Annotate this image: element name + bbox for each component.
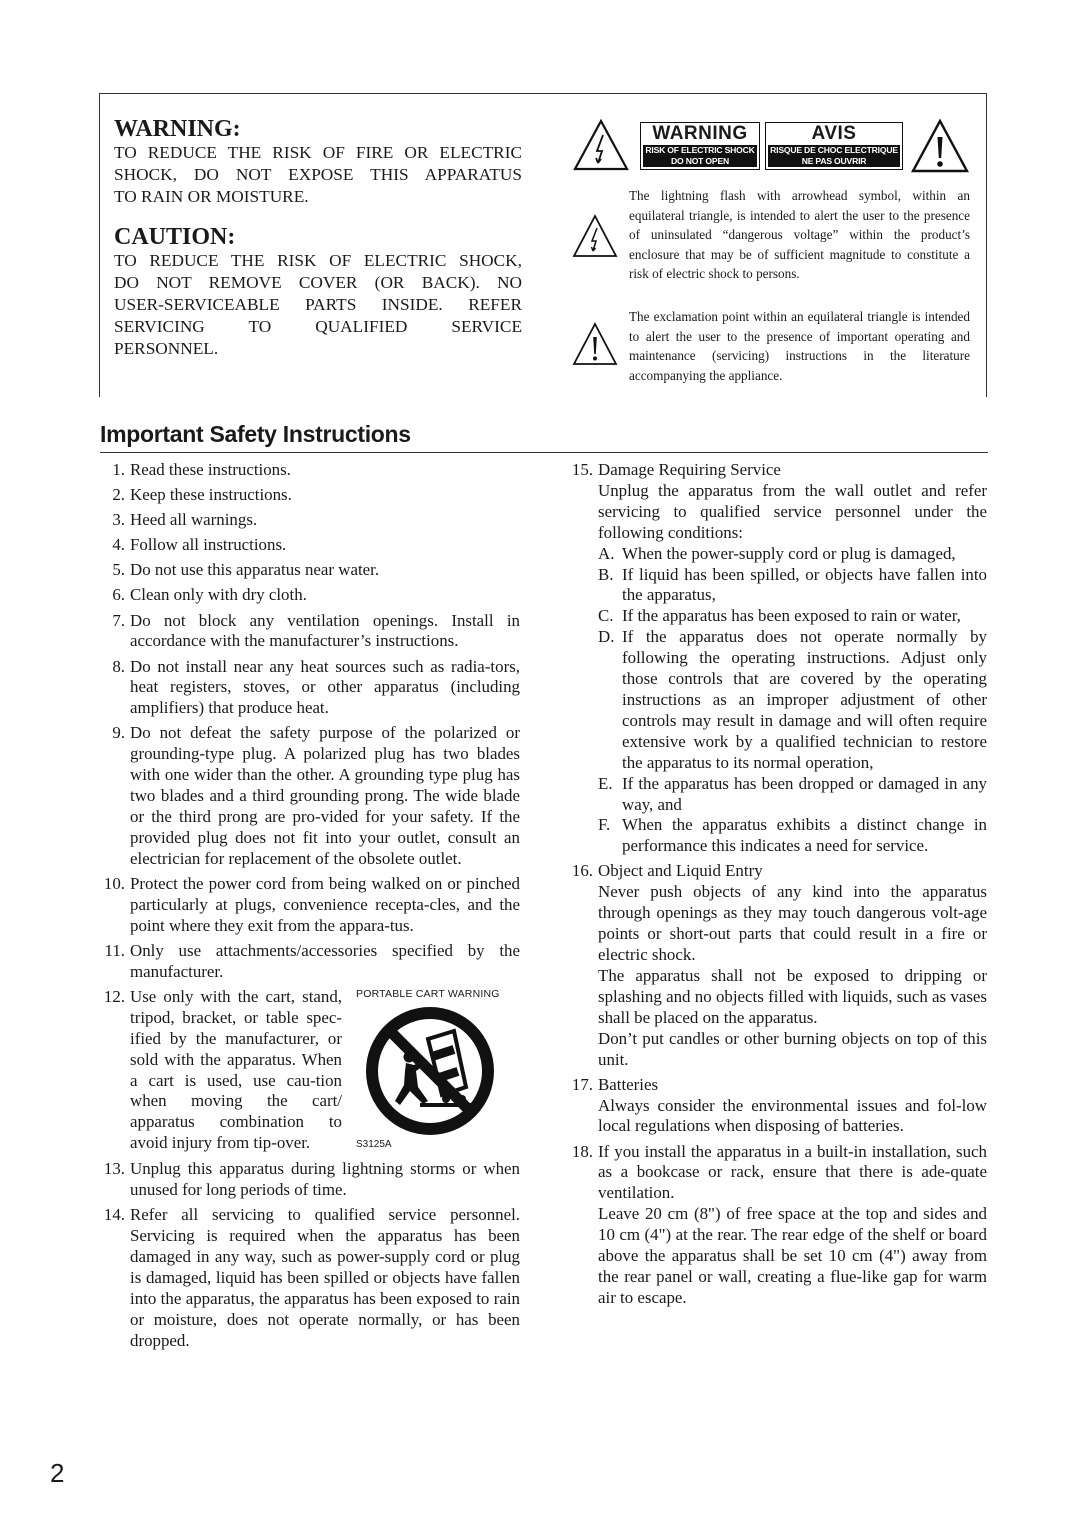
label-warning-bar <box>643 145 757 167</box>
list-item <box>568 861 987 1070</box>
exclamation-small-icon <box>572 322 618 366</box>
sub-text: If the apparatus does not operate normally by following the operating instructions. Adjust only those controls that are covered by the operating instructions as an improper adjustment of other controls may result in damage and will often require extensive work by a qualified technician to restore the apparatus to its normal operation, <box>622 627 987 772</box>
label-avis-card <box>765 122 903 170</box>
item-number: 10. <box>103 874 125 893</box>
label-avis-bar <box>768 145 900 167</box>
sub-item <box>598 565 987 607</box>
item-title: Object and Liquid Entry <box>598 861 763 881</box>
list-item <box>100 510 520 531</box>
list-item <box>100 657 520 720</box>
item-text: Unplug this apparatus during lightning storms or when unused for long periods of time. <box>130 1159 520 1199</box>
lightning-small-icon <box>572 214 618 258</box>
item-number: 5. <box>112 560 125 580</box>
item-number: 14. <box>103 1205 125 1225</box>
cart-tip-over-icon <box>362 1001 498 1137</box>
sub-text: If liquid has been spilled, or objects have fallen into the apparatus, <box>622 564 987 605</box>
exclamation-triangle-icon <box>910 118 970 174</box>
instructions-left-column <box>100 460 520 1356</box>
item-text: Do not use this apparatus near water. <box>130 560 380 580</box>
item-text: Keep these instructions. <box>130 485 292 505</box>
item-number: 11. <box>104 940 125 960</box>
item-number: 7. <box>112 610 125 630</box>
label-warning-line1: RISK OF ELECTRIC SHOCK <box>645 145 755 155</box>
instructions-right-column <box>568 460 987 1313</box>
item-number: 18. <box>571 1141 593 1161</box>
item-text: Refer all servicing to qualified service personnel. Servicing is required when the apparatus has been damaged in any way, such as power-supply cord or plug is damaged, liquid has been spilled or objects have fallen into the apparatus, the apparatus has been exposed to rain or moisture, does not operate normally, or has been dropped. <box>130 1205 520 1350</box>
sub-item <box>598 815 987 857</box>
list-item-cart <box>100 987 520 1155</box>
caution-line: USER-SERVICEABLE PARTS INSIDE. REFER <box>114 295 522 314</box>
list-item <box>100 485 520 506</box>
sub-text: If the apparatus has been dropped or damaged in any way, and <box>622 773 987 814</box>
item-number: 9. <box>112 723 125 743</box>
sub-text: When the apparatus exhibits a distinct change in performance this indicates a need for service. <box>622 815 987 856</box>
lightning-description: The lightning flash with arrowhead symbol, within an equilateral triangle, is intended to alert the user to the presence of uninsulated “dangerous voltage” within the product’s enclosure that may be of sufficient magnitude to constitute a risk of electric shock to persons. <box>629 188 970 281</box>
item-number: 13. <box>103 1159 125 1179</box>
item-text: Follow all instructions. <box>130 535 287 555</box>
item-text: Unplug the apparatus from the wall outlet and refer servicing to qualified service personnel under the following conditions: <box>598 480 987 542</box>
item-text: Heed all warnings. <box>130 510 258 530</box>
section-title: Important Safety Instructions <box>100 420 988 453</box>
sub-letter: C. <box>598 606 614 626</box>
sub-item <box>598 627 987 773</box>
list-item <box>100 941 520 983</box>
exclamation-description: The exclamation point within an equilateral triangle is intended to alert the user to the presence of important operating and maintenance (servicing) instructions in the literature accompanying the appliance. <box>629 309 970 383</box>
item-text: Do not install near any heat sources such as radia-tors, heat registers, stoves, or other apparatus (including amplifiers) that produce heat. <box>130 656 520 718</box>
item-text: Protect the power cord from being walked on or pinched particularly at plugs, convenience recepta-cles, and the point where they exit from the appara-tus. <box>130 874 520 935</box>
item-text: Read these instructions. <box>130 460 291 479</box>
list-item <box>100 874 520 937</box>
label-avis-line2: NE PAS OUVRIR <box>801 156 867 166</box>
item-number: 3. <box>112 510 125 530</box>
item-number: 4. <box>112 535 125 555</box>
caution-line: SERVICING TO QUALIFIED SERVICE <box>114 317 522 336</box>
item-title: Batteries <box>598 1074 659 1094</box>
list-item <box>100 1205 520 1351</box>
sub-item <box>598 544 987 565</box>
list-item <box>100 460 520 481</box>
item-text: Don’t put candles or other burning objects on top of this unit. <box>598 1028 987 1069</box>
item-title: Damage Requiring Service <box>598 460 781 479</box>
sub-text: If the apparatus has been exposed to rain or water, <box>622 606 961 626</box>
warning-box <box>99 93 987 397</box>
item-text: Do not defeat the safety purpose of the polarized or grounding-type plug. A polarized plug has two blades with one wider than the other. A grounding type plug has two blades and a third grounding prong. The wide blade or the third prong are pro-vided for your safety. If the provided plug does not fit into your outlet, consult an electrician for replacement of the obsolete outlet. <box>130 723 520 868</box>
item-text: Always consider the environmental issues and fol-low local regulations when disposing of batteries. <box>598 1095 987 1136</box>
sub-item <box>598 774 987 816</box>
caution-line: TO REDUCE THE RISK OF ELECTRIC SHOCK, <box>114 251 522 270</box>
warning-label <box>572 116 972 176</box>
warning-caution-text <box>114 116 522 360</box>
sub-letter: F. <box>598 815 611 835</box>
warning-heading: WARNING: <box>114 116 241 142</box>
item-text: Do not block any ventilation openings. Install in accordance with the manufacturer’s instructions. <box>130 610 520 651</box>
item-number: 17. <box>571 1074 593 1094</box>
label-avis-title: AVIS <box>811 123 857 144</box>
item-number: 2. <box>112 485 125 505</box>
item-number: 16. <box>571 861 593 881</box>
list-item <box>100 560 520 581</box>
list-item <box>568 1142 987 1309</box>
sub-text: When the power-supply cord or plug is damaged, <box>622 543 956 563</box>
item-number: 6. <box>112 585 125 605</box>
item-text: Use only with the cart, stand, tripod, bracket, or table spec-ified by the manufacturer, or sold with the apparatus. When a cart is used, use cau-tion when moving the cart/ apparatus combination to avoid injury from tip-over. <box>130 986 342 1153</box>
label-warning-card <box>640 122 760 170</box>
sub-item <box>598 606 987 627</box>
list-item <box>100 723 520 869</box>
list-item <box>100 535 520 556</box>
sub-letter: A. <box>598 543 615 563</box>
list-item <box>100 611 520 653</box>
label-avis-line1: RISQUE DE CHOC ELECTRIQUE <box>770 145 898 155</box>
item-number: 8. <box>112 656 125 676</box>
caution-heading: CAUTION: <box>114 224 236 250</box>
caution-line: DO NOT REMOVE COVER (OR BACK). NO <box>114 273 522 292</box>
page-number: 2 <box>50 1458 65 1488</box>
label-warning-title: WARNING <box>652 123 748 144</box>
item-number: 12. <box>103 986 125 1006</box>
item-text: Clean only with dry cloth. <box>130 585 307 605</box>
sub-letter: D. <box>598 627 615 647</box>
warning-line: TO REDUCE THE RISK OF FIRE OR ELECTRIC <box>114 143 522 162</box>
warning-line: TO RAIN OR MOISTURE. <box>114 187 309 206</box>
cart-warning-figure <box>354 987 520 1151</box>
list-item <box>100 585 520 606</box>
sub-letter: E. <box>598 773 613 793</box>
item-number: 1. <box>112 460 125 479</box>
cart-figure-code: S3125A <box>356 1138 392 1150</box>
sub-letter: B. <box>598 564 614 584</box>
lightning-triangle-icon <box>572 118 630 172</box>
label-warning-line2: DO NOT OPEN <box>671 156 729 166</box>
list-item <box>568 1075 987 1138</box>
warning-text <box>114 142 522 208</box>
item-text: Never push objects of any kind into the apparatus through openings as they may touch dangerous volt-age points or short-out parts that could result in a fire or electric shock. <box>598 882 987 965</box>
caution-text <box>114 250 522 360</box>
cart-figure-caption: PORTABLE CART WARNING <box>356 987 500 1000</box>
item-text: If you install the apparatus in a built-in installation, such as a bookcase or rack, ensure that there is ade-quate ventilation. <box>598 1141 987 1203</box>
item-text: Only use attachments/accessories specified by the manufacturer. <box>130 940 520 981</box>
list-item <box>568 460 987 857</box>
item-number: 15. <box>571 460 593 479</box>
list-item <box>100 1159 520 1201</box>
caution-line: PERSONNEL. <box>114 339 219 358</box>
item-text: Leave 20 cm (8") of free space at the top and sides and 10 cm (4") at the rear. The rear edge of the shelf or board above the apparatus shall be set 10 cm (4") away from the rear panel or wall, creating a flue-like gap for warm air to escape. <box>598 1204 987 1307</box>
warning-line: SHOCK, DO NOT EXPOSE THIS APPARATUS <box>114 165 522 184</box>
item-text: The apparatus shall not be exposed to dripping or splashing and no objects filled with liquids, such as vases shall be placed on the apparatus. <box>598 965 987 1027</box>
